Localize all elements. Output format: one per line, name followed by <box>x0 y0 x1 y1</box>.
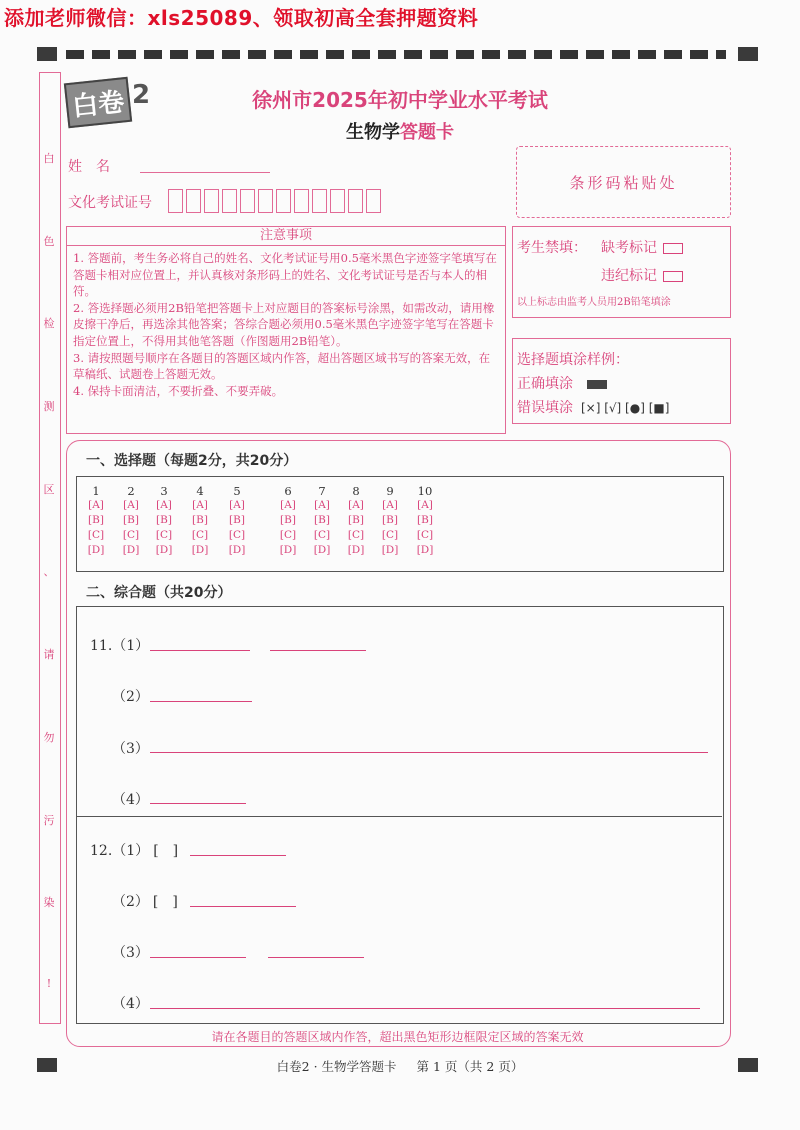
option-a[interactable]: [A] <box>88 499 104 511</box>
side-char: 勿 <box>43 730 55 744</box>
name-label: 姓 名 <box>68 159 110 175</box>
wrong-marks: [×] [√] [●] [■] <box>581 401 670 415</box>
forbid-label: 考生禁填： <box>517 240 587 256</box>
question-1 <box>83 484 109 558</box>
option-d[interactable]: [D] <box>228 544 246 556</box>
side-char: 染 <box>43 896 55 910</box>
question-7 <box>309 484 335 558</box>
part-label: （2） <box>112 894 149 910</box>
question-4 <box>187 484 213 558</box>
option-d[interactable]: [D] <box>416 544 434 556</box>
option-b[interactable]: [B] <box>348 514 364 526</box>
footer-page: 第 1 页（共 2 页） <box>416 1059 524 1074</box>
option-d[interactable]: [D] <box>87 544 105 556</box>
part-label: （3） <box>112 741 149 757</box>
id-digit-box[interactable] <box>204 189 219 213</box>
option-c[interactable]: [C] <box>122 529 140 541</box>
option-d[interactable]: [D] <box>279 544 297 556</box>
correct-fill-sample <box>587 380 607 389</box>
wrong-row <box>517 397 669 417</box>
q11-number: 11. <box>90 638 113 654</box>
violation-checkbox[interactable] <box>663 271 683 282</box>
q12-2-blank[interactable] <box>190 906 296 907</box>
option-a[interactable]: [A] <box>348 499 364 511</box>
notes-body <box>67 246 505 403</box>
id-digit-box[interactable] <box>222 189 237 213</box>
side-note <box>39 150 59 990</box>
note-item: 2. 答选择题必须用2B铅笔把答题卡上对应题目的答案标号涂黑，如需改动，请用橡皮擦干净后，再选涂其他答案；答综合题必须用0.5毫米黑色字迹签字笔写在答题卡指定位置上，不得用其他笔答题（作图题用2B铅笔）。 <box>73 300 495 348</box>
note-item: 3. 请按照题号顺序在各题目的答题区域内作答，超出答题区域书写的答案无效，在草稿纸、试题卷上答题无效。 <box>73 350 491 382</box>
answer-area-warning: 请在各题目的答题区域内作答，超出黑色矩形边框限定区域的答案无效 <box>211 1030 584 1044</box>
q-num: 3 <box>160 484 168 498</box>
option-d[interactable]: [D] <box>191 544 209 556</box>
badge-label: 白卷 <box>64 77 132 128</box>
note-item: 4. 保持卡面清洁，不要折叠、不要弄破。 <box>73 383 284 398</box>
q12-3-blank-a[interactable] <box>150 957 246 958</box>
id-digit-box[interactable] <box>348 189 363 213</box>
option-c[interactable]: [C] <box>228 529 246 541</box>
side-char: 检 <box>43 317 55 331</box>
q-num: 7 <box>318 484 326 498</box>
exam-subtitle <box>200 118 600 144</box>
q-num: 2 <box>127 484 135 498</box>
q12-number: 12. <box>90 843 113 859</box>
question-2 <box>118 484 144 558</box>
option-c[interactable]: [C] <box>347 529 365 541</box>
option-b[interactable]: [B] <box>88 514 104 526</box>
option-a[interactable]: [A] <box>382 499 398 511</box>
q12-3-blank-b[interactable] <box>268 957 364 958</box>
corner-mark <box>738 1058 758 1072</box>
question-8 <box>343 484 369 558</box>
section1-title: 一、选择题（每题2分，共20分） <box>86 453 298 469</box>
section2-title: 二、综合题（共20分） <box>86 585 232 601</box>
option-b[interactable]: [B] <box>280 514 296 526</box>
sample-box <box>512 338 731 424</box>
essay-box <box>76 606 724 1024</box>
q12-part1-label <box>90 840 178 860</box>
absent-checkbox[interactable] <box>663 243 683 254</box>
option-a[interactable]: [A] <box>417 499 433 511</box>
option-d[interactable]: [D] <box>155 544 173 556</box>
option-c[interactable]: [C] <box>381 529 399 541</box>
option-b[interactable]: [B] <box>382 514 398 526</box>
option-c[interactable]: [C] <box>313 529 331 541</box>
q-num: 6 <box>284 484 292 498</box>
option-c[interactable]: [C] <box>416 529 434 541</box>
option-c[interactable]: [C] <box>87 529 105 541</box>
violation-mark-row <box>601 265 683 285</box>
option-c[interactable]: [C] <box>191 529 209 541</box>
part-label: （2） <box>112 689 149 705</box>
id-digit-box[interactable] <box>168 189 183 213</box>
barcode-area: 条形码粘贴处 <box>516 146 731 218</box>
id-digit-box[interactable] <box>276 189 291 213</box>
q-num: 4 <box>196 484 204 498</box>
id-label: 文化考试证号 <box>68 195 152 211</box>
corner-mark <box>37 1058 57 1072</box>
footer-title: 白卷2 · 生物学答题卡 <box>276 1059 397 1074</box>
side-char: 白 <box>43 152 55 165</box>
q12-1-blank[interactable] <box>190 855 286 856</box>
option-c[interactable]: [C] <box>155 529 173 541</box>
q11-2-blank[interactable] <box>150 701 252 702</box>
name-field[interactable] <box>140 172 270 173</box>
side-char: 色 <box>43 234 55 248</box>
wrong-label: 错误填涂 <box>517 400 573 416</box>
question-10 <box>412 484 438 558</box>
part-label: （4） <box>112 996 149 1012</box>
option-a[interactable]: [A] <box>192 499 208 511</box>
correct-row <box>517 373 607 393</box>
violation-label: 违纪标记 <box>601 268 657 284</box>
id-digit-box[interactable] <box>294 189 309 213</box>
part-label: （1） <box>112 638 150 654</box>
q-num: 1 <box>92 484 100 498</box>
top-dash-line <box>66 50 726 59</box>
part-label: （3） <box>112 945 149 961</box>
forbid-note: 以上标志由监考人员用2B铅笔填涂 <box>517 297 671 308</box>
absent-mark-row <box>601 237 683 257</box>
option-a[interactable]: [A] <box>156 499 172 511</box>
question-6 <box>275 484 301 558</box>
option-a[interactable]: [A] <box>280 499 296 511</box>
side-char: ! <box>46 976 52 990</box>
option-d[interactable]: [D] <box>381 544 399 556</box>
q-num: 5 <box>233 484 241 498</box>
option-a[interactable]: [A] <box>314 499 330 511</box>
option-b[interactable]: [B] <box>123 514 139 526</box>
q12-4-blank[interactable] <box>150 1008 700 1009</box>
notes-title: 注意事项 <box>67 227 505 246</box>
option-b[interactable]: [B] <box>314 514 330 526</box>
subtitle-suffix: 答题卡 <box>400 122 454 143</box>
side-char: 污 <box>43 813 55 827</box>
correct-label: 正确填涂 <box>517 376 573 392</box>
paper-badge <box>66 80 150 125</box>
q12-part2-label <box>112 891 178 911</box>
option-b[interactable]: [B] <box>156 514 172 526</box>
option-a[interactable]: [A] <box>123 499 139 511</box>
q-num: 10 <box>417 484 433 498</box>
subtitle-prefix: 生物学 <box>346 122 400 143</box>
page-footer <box>180 1057 620 1075</box>
side-char: 测 <box>43 400 55 414</box>
q11-part1-label <box>90 635 149 655</box>
option-b[interactable]: [B] <box>229 514 245 526</box>
side-char: 区 <box>43 482 55 496</box>
q11-1-blank-a[interactable] <box>150 650 250 651</box>
id-digit-box[interactable] <box>240 189 255 213</box>
part-label: （4） <box>112 792 149 808</box>
option-b[interactable]: [B] <box>192 514 208 526</box>
q-num: 9 <box>386 484 394 498</box>
notes-box <box>66 226 506 434</box>
q11-3-blank[interactable] <box>150 752 708 753</box>
side-char: 请 <box>43 648 55 662</box>
essay-divider <box>76 816 722 817</box>
id-number-boxes[interactable] <box>168 189 384 213</box>
question-9 <box>377 484 403 558</box>
q11-4-blank[interactable] <box>150 803 246 804</box>
q12-1-bracket[interactable]: [ ] <box>153 843 179 859</box>
forbid-box <box>512 226 731 318</box>
option-d[interactable]: [D] <box>122 544 140 556</box>
question-5 <box>224 484 250 558</box>
corner-mark <box>37 47 57 61</box>
note-item: 1. 答题前，考生务必将自己的姓名、文化考试证号用0.5毫米黑色字迹签字笔填写在答题卡相对应位置上，并认真核对条形码上的姓名、文化考试证号是否与本人的相符。 <box>73 251 497 299</box>
option-a[interactable]: [A] <box>229 499 245 511</box>
id-digit-box[interactable] <box>330 189 345 213</box>
question-3 <box>151 484 177 558</box>
exam-title: 徐州市2025年初中学业水平考试 <box>252 88 548 112</box>
option-d[interactable]: [D] <box>347 544 365 556</box>
q-num: 8 <box>352 484 360 498</box>
absent-label: 缺考标记 <box>601 240 657 256</box>
q12-2-bracket[interactable]: [ ] <box>152 894 178 910</box>
option-b[interactable]: [B] <box>417 514 433 526</box>
watermark-text: 添加老师微信：xls25089、领取初高全套押题资料 <box>4 6 479 30</box>
option-d[interactable]: [D] <box>313 544 331 556</box>
id-digit-box[interactable] <box>258 189 273 213</box>
sample-title: 选择题填涂样例： <box>517 352 629 368</box>
side-char: 、 <box>43 565 55 579</box>
part-label: （1） <box>112 843 150 859</box>
id-digit-box[interactable] <box>186 189 201 213</box>
q11-1-blank-b[interactable] <box>270 650 366 651</box>
id-digit-box[interactable] <box>366 189 381 213</box>
badge-number: 2 <box>132 80 151 110</box>
corner-mark <box>738 47 758 61</box>
id-digit-box[interactable] <box>312 189 327 213</box>
option-c[interactable]: [C] <box>279 529 297 541</box>
